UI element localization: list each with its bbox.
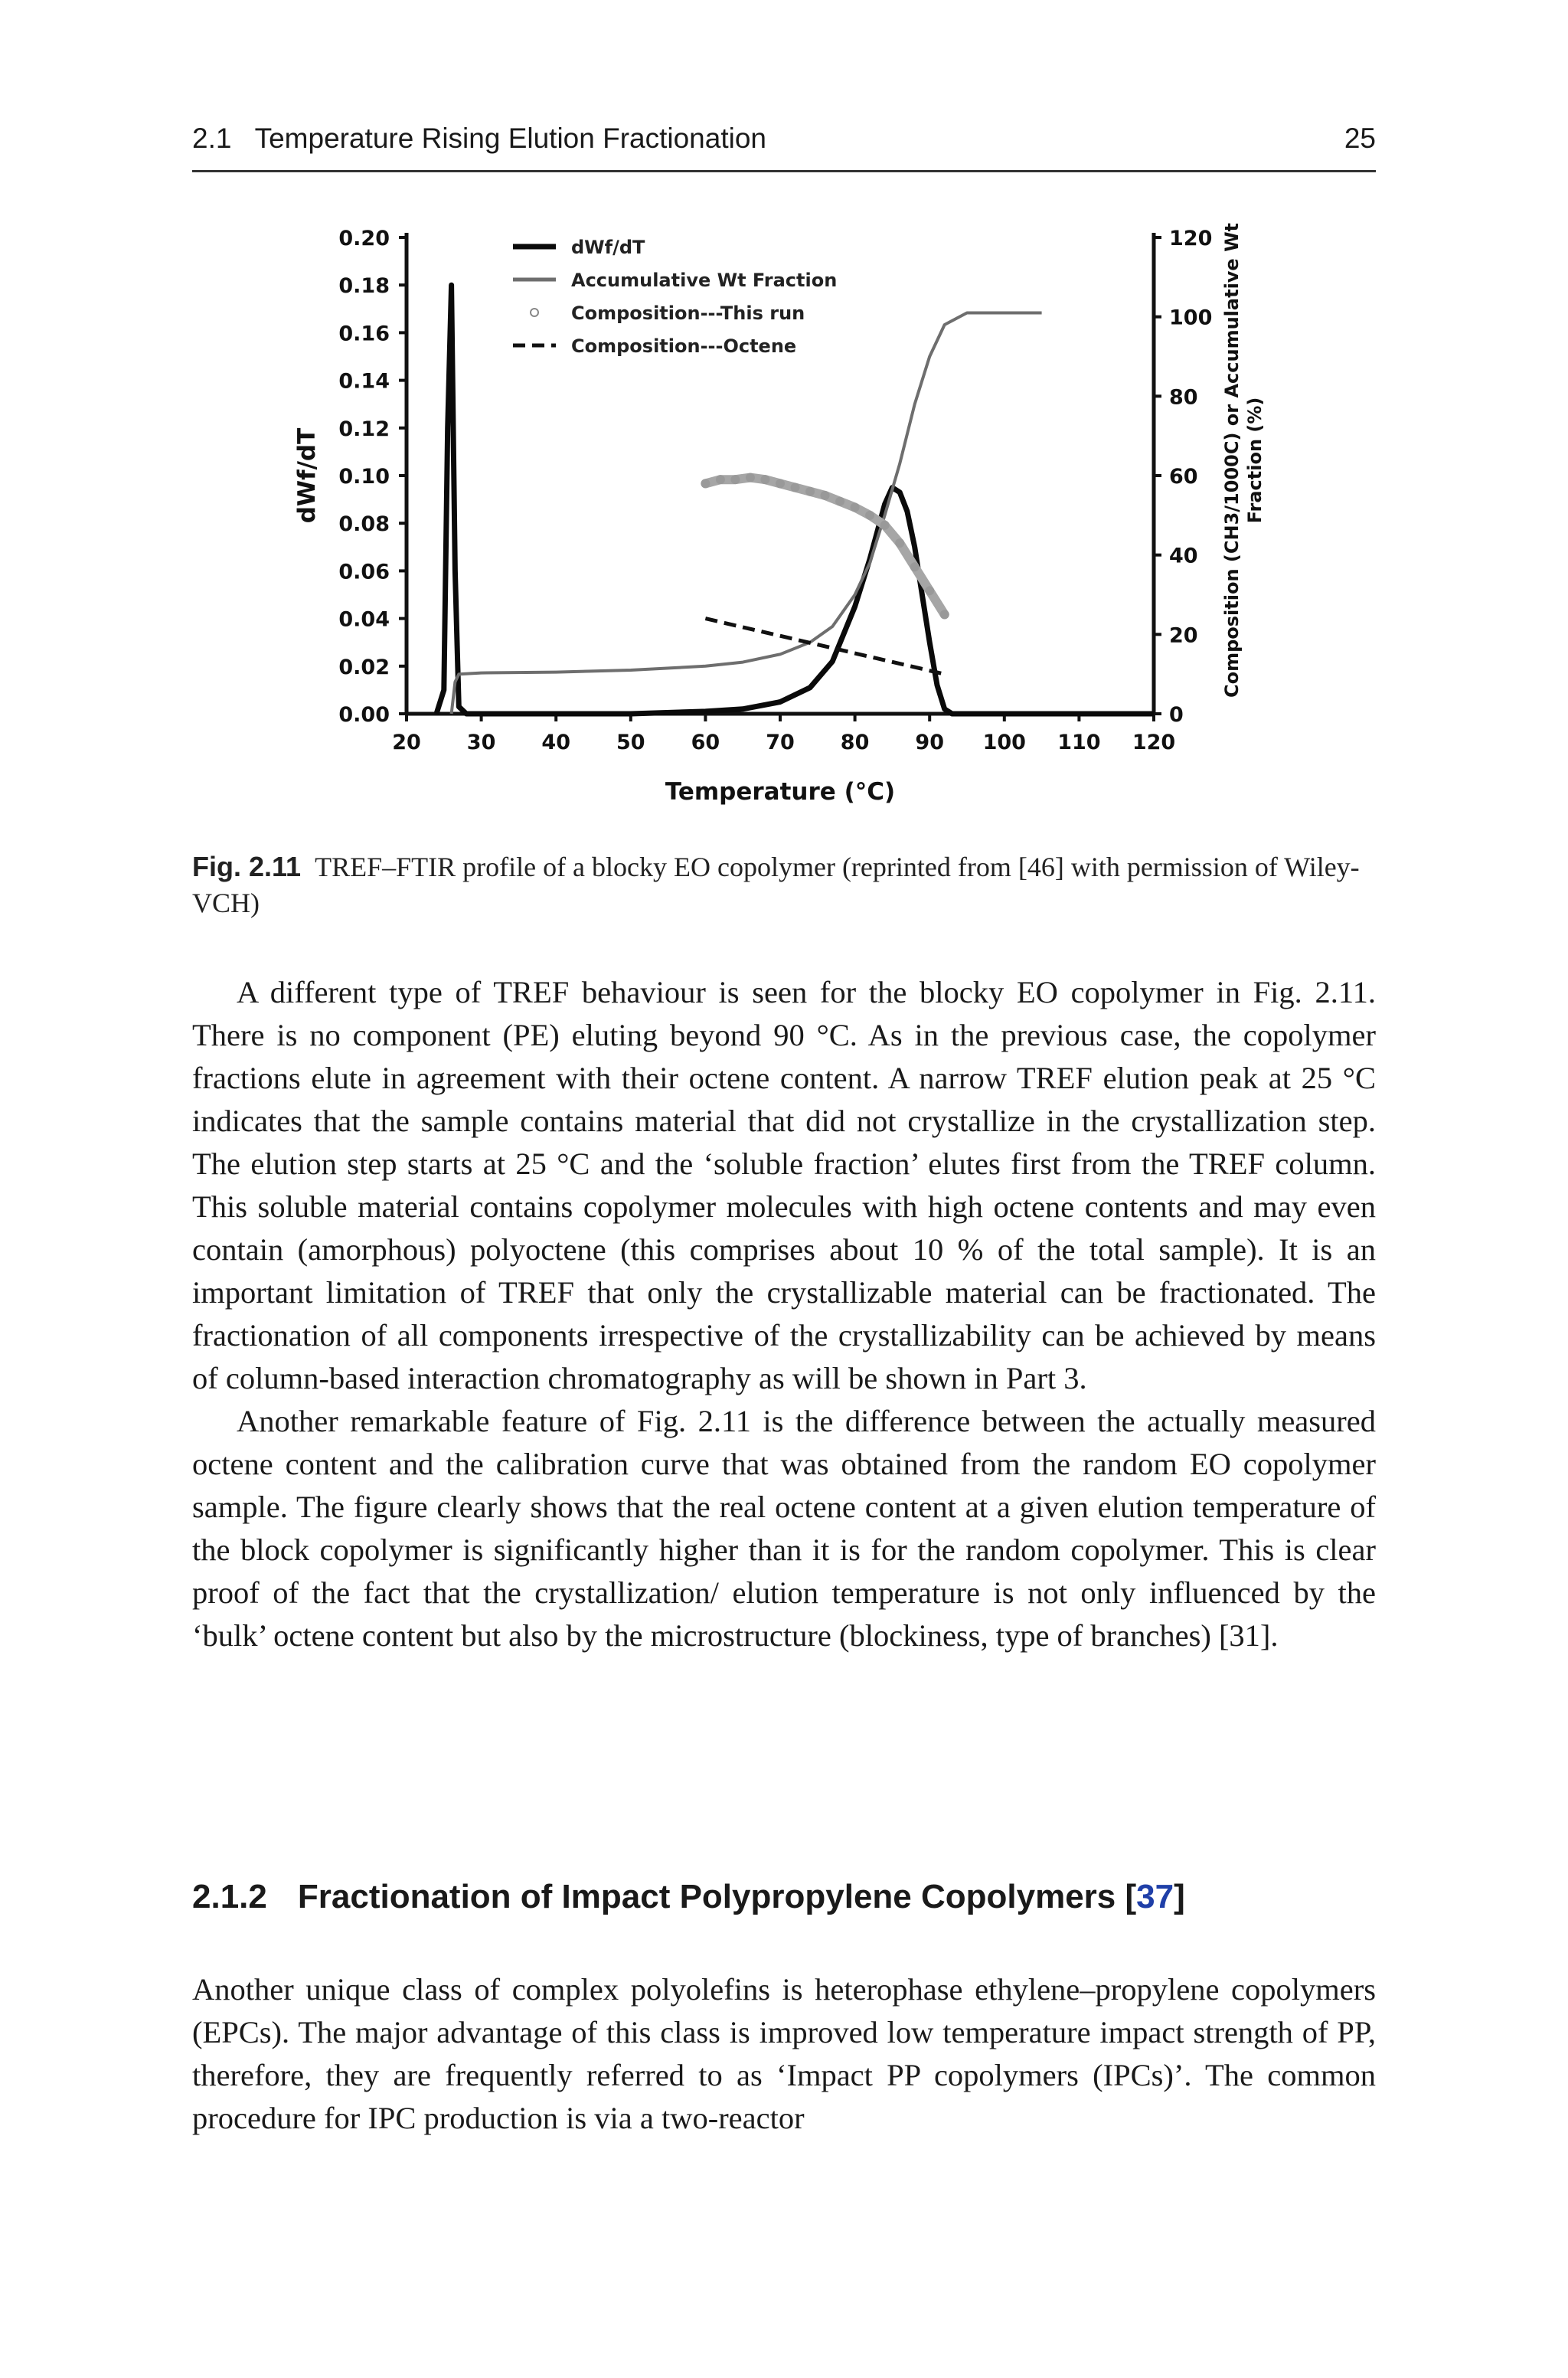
y-left-tick-label: 0.12 xyxy=(338,417,390,441)
section-text xyxy=(192,1968,1376,2140)
paragraph-1: A different type of TREF behaviour is seen for the blocky EO copolymer in Fig. 2.11. There is no component (PE) eluting beyond 90 °C. As in the previous case, the copolymer fractions elute in agreement with their octene content. A narrow TREF elution peak at 25 °C indicates that the sample contains material that did not crystallize in the crystallization step. The elution step starts at 25 °C and the ‘soluble fraction’ elutes first from the TREF column. This soluble material contains copolymer molecules with high octene contents and may even contain (amorphous) polyoctene (this comprises about 10 % of the total sample). It is an important limitation of TREF that only the crystallizable material can be fractionated. The fractionation of all components irrespective of the crystallizability can be achieved by means of column-based interaction chromatography as will be shown in Part 3. xyxy=(192,975,1376,1395)
series-composition-this-run-point xyxy=(880,521,890,530)
series-accumulative-wt-fraction-line xyxy=(452,313,1042,715)
series-composition-this-run-point xyxy=(791,483,800,492)
y-left-tick-label: 0.16 xyxy=(338,322,390,346)
series-composition-this-run-point xyxy=(701,479,710,488)
y-left-tick-label: 0.02 xyxy=(338,655,390,679)
y-left-tick-label: 0.18 xyxy=(338,274,390,299)
main-text xyxy=(192,971,1376,1657)
y-left-tick-label: 0.14 xyxy=(338,369,390,394)
figure-caption xyxy=(192,849,1376,921)
legend-label: Accumulative Wt Fraction xyxy=(571,270,838,291)
series-composition-octene-line xyxy=(705,619,944,675)
y-right-tick-label: 60 xyxy=(1169,465,1198,489)
section-number: 2.1.2 xyxy=(192,1878,267,1915)
series-composition-this-run-point xyxy=(895,538,904,548)
y-right-axis-title-line1: Composition (CH3/1000C) or Accumulative Wt xyxy=(1221,222,1243,698)
series-composition-this-run-point xyxy=(821,491,830,500)
x-tick-label: 50 xyxy=(616,731,645,754)
running-head-section: 2.1 Temperature Rising Elution Fractionation xyxy=(192,123,766,154)
y-left-axis-title: dWf/dT xyxy=(293,427,321,524)
y-left-tick-label: 0.10 xyxy=(338,465,390,489)
series-composition-this-run-point xyxy=(805,487,815,496)
x-tick-label: 60 xyxy=(691,731,720,754)
section-title: Fractionation of Impact Polypropylene Copolymers [ xyxy=(297,1878,1137,1915)
series-composition-this-run-point xyxy=(730,475,740,484)
y-left-tick-label: 0.04 xyxy=(338,607,390,632)
y-right-tick-label: 120 xyxy=(1169,227,1213,250)
x-tick-label: 120 xyxy=(1132,731,1176,754)
x-tick-label: 70 xyxy=(766,731,795,754)
x-tick-label: 90 xyxy=(915,731,944,754)
x-axis-title: Temperature (°C) xyxy=(665,778,896,806)
caption-text: TREF–FTIR profile of a blocky EO copolymer (reprinted from [46] with permission of Wiley-VCH) xyxy=(192,852,1360,918)
section-reference-link[interactable]: 37 xyxy=(1136,1878,1174,1915)
x-tick-label: 30 xyxy=(466,731,496,754)
y-right-tick-label: 100 xyxy=(1169,306,1213,330)
series-composition-this-run-point xyxy=(940,610,949,619)
running-head xyxy=(192,123,1376,161)
series-composition-this-run-point xyxy=(910,562,920,571)
legend-marker xyxy=(531,309,538,316)
x-tick-label: 100 xyxy=(982,731,1026,754)
paragraph-3: Another unique class of complex polyolefins is heterophase ethylene–propylene copolymers (EPCs). The major advantage of this class is improved low temperature impact strength of PP, therefore, they are frequently referred to as ‘Impact PP copolymers (IPCs)’. The common procedure for IPC production is via a two-reactor xyxy=(192,1972,1376,2135)
y-right-tick-label: 80 xyxy=(1169,385,1198,410)
legend-label: Composition---This run xyxy=(571,303,805,324)
series-composition-this-run-point xyxy=(716,475,725,484)
legend-label: Composition---Octene xyxy=(571,335,797,357)
paragraph-2: Another remarkable feature of Fig. 2.11 is the difference between the actually measured octene content and the calibration curve that was obtained from the random EO copolymer sample. The figure clearly shows that the real octene content at a given elution temperature of the block copolymer is significantly higher than it is for the random copolymer. This is clear proof of the fact that the crystallization/ elution temperature is not only influenced by the ‘bulk’ octene content but also by the microstructure (blockiness, type of branches) [31]. xyxy=(192,1404,1376,1653)
x-tick-label: 40 xyxy=(541,731,570,754)
legend-label: dWf/dT xyxy=(571,237,645,258)
x-tick-label: 20 xyxy=(392,731,421,754)
y-right-tick-label: 40 xyxy=(1169,544,1198,568)
section-title-close: ] xyxy=(1174,1878,1185,1915)
series-composition-this-run-point xyxy=(776,479,785,488)
y-right-axis-title-line2: Fraction (%) xyxy=(1244,397,1266,524)
x-tick-label: 110 xyxy=(1057,731,1101,754)
x-tick-label: 80 xyxy=(840,731,870,754)
legend-layer xyxy=(513,237,837,357)
y-left-tick-label: 0.00 xyxy=(338,703,390,727)
series-composition-this-run-point xyxy=(865,511,874,520)
figure-2-11 xyxy=(276,207,1317,819)
section-heading xyxy=(192,1878,1376,1916)
y-right-tick-label: 20 xyxy=(1169,623,1198,648)
series-composition-this-run-point xyxy=(746,473,755,482)
series-composition-this-run-point xyxy=(835,497,844,506)
series-composition-this-run-point xyxy=(760,475,769,484)
y-left-tick-label: 0.20 xyxy=(338,227,390,250)
page-number: 25 xyxy=(1344,123,1376,154)
series-composition-this-run-point xyxy=(851,502,860,512)
y-left-tick-label: 0.06 xyxy=(338,560,390,584)
header-rule xyxy=(192,170,1376,172)
series-composition-this-run-point xyxy=(925,586,934,595)
tref-ftir-chart xyxy=(276,207,1317,819)
caption-label: Fig. 2.11 xyxy=(192,851,302,882)
y-left-tick-label: 0.08 xyxy=(338,512,390,537)
y-right-tick-label: 0 xyxy=(1169,703,1184,727)
y-right-axis-title xyxy=(1221,223,1266,698)
